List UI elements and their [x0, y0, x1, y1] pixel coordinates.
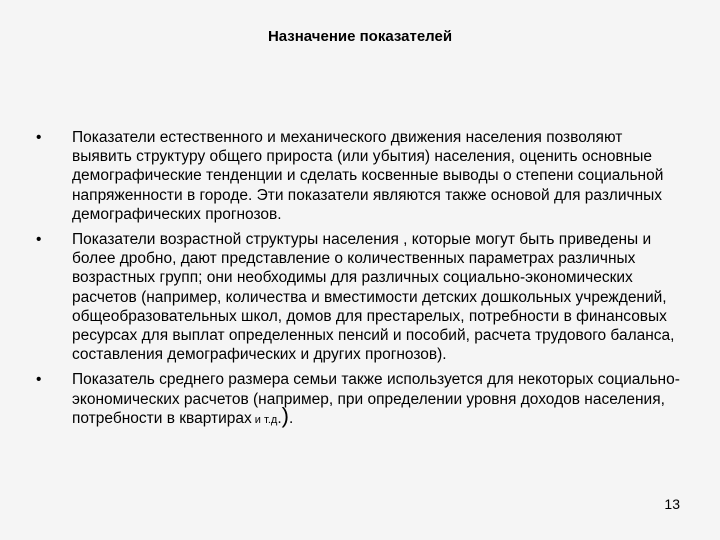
bullet-text-period: .: [277, 409, 282, 427]
bullet-text-final-period: .: [288, 409, 294, 427]
bullet-item-natural-movement: [36, 128, 686, 224]
bullet-item-age-structure: [36, 230, 686, 364]
bullet-text: Показатель среднего размера семьи также используется для некоторых социально-экономических расчетов (например, при определении уровня доходов населения, потребности в квартирах: [72, 371, 680, 427]
bullet-text: Показатели естественного и механического движения населения позволяют выявить структуру общего прироста (или убытия) населения, оценить основные демографические тенденции и сделать косвенные выводы о степени социальной напряженности в городе. Эти показатели являются также основой для различных демографических прогнозов.: [72, 129, 664, 223]
slide-title: Назначение показателей: [267, 28, 453, 45]
bullet-text: Показатели возрастной структуры населения , которые могут быть приведены и более дробно, дают представление о количественных параметрах различных возрастных групп; они необходимы для различных социально-экономических расчетов (например, количества и вместимости детских дошкольных учреждений, общеобразовательных школ, домов для престарелых, потребности в финансовых ресурсах для выплат определенных пенсий и пособий, расчета трудового баланса, составления демографических и других прогнозов).: [72, 231, 675, 364]
bullet-dot: •: [36, 231, 42, 249]
bullet-text-small-tail: и т.д: [251, 413, 278, 426]
bullet-text-closing-paren: ): [281, 402, 289, 428]
bullet-item-family-size: [36, 370, 686, 430]
bullet-list: [36, 128, 686, 436]
bullet-dot: •: [36, 129, 42, 146]
page-number: 13: [664, 496, 680, 512]
bullet-dot: •: [36, 371, 42, 389]
